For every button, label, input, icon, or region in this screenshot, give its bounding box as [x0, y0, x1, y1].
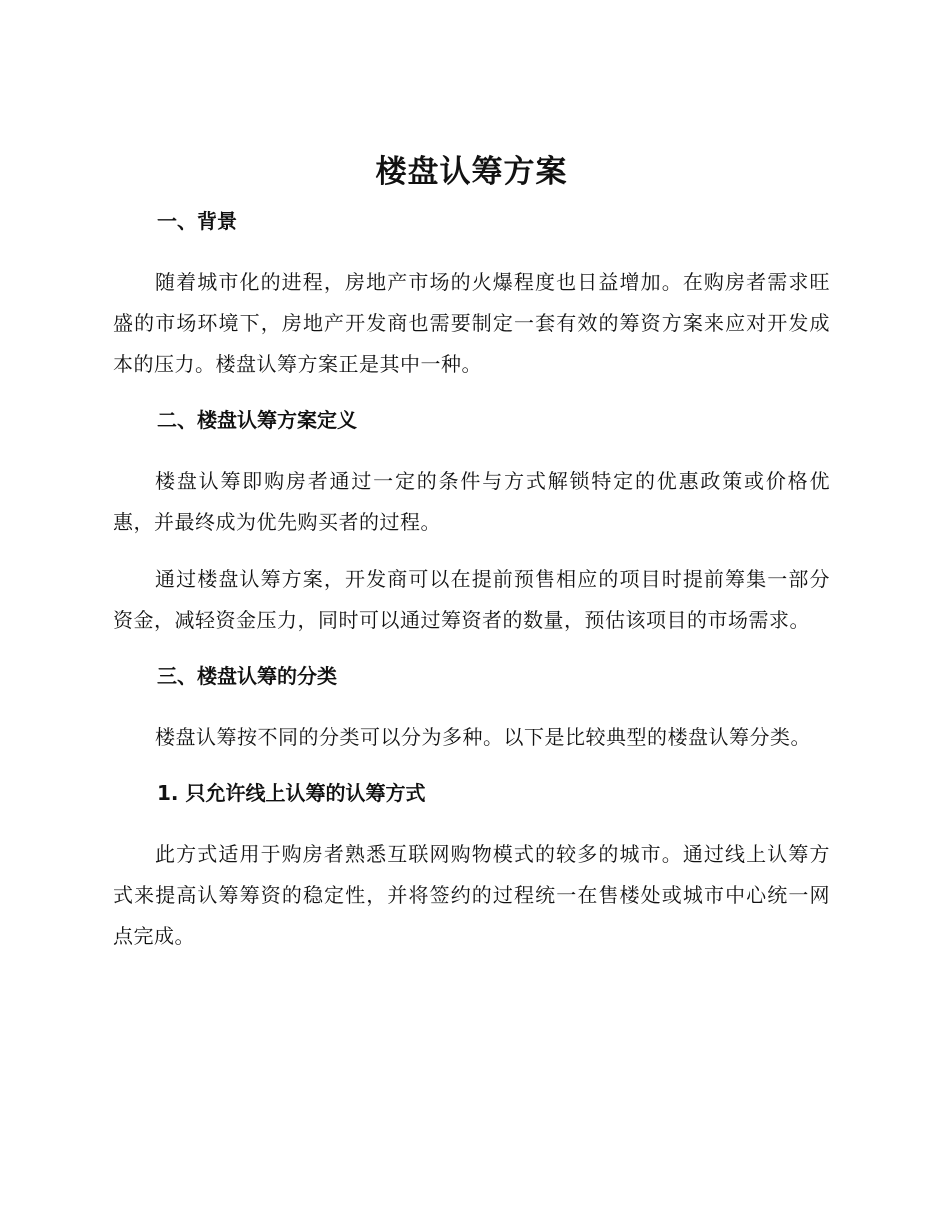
section-heading-definition: 二、楼盘认筹方案定义	[157, 408, 357, 432]
section-paragraph: 楼盘认筹按不同的分类可以分为多种。以下是比较典型的楼盘认筹分类。	[155, 725, 811, 749]
subsection-heading-online-only: 1. 只允许线上认筹的认筹方式	[157, 781, 426, 805]
section-heading-background: 一、背景	[157, 209, 237, 233]
section-paragraph: 通过楼盘认筹方案，开发商可以在提前预售相应的项目时提前筹集一部分资金，减轻资金压力，同时可以通过筹资者的数量，预估该项目的市场需求。	[113, 567, 830, 632]
document-title: 楼盘认筹方案	[375, 154, 568, 190]
section-paragraph: 此方式适用于购房者熟悉互联网购物模式的较多的城市。通过线上认筹方式来提高认筹筹资的稳定性，并将签约的过程统一在售楼处或城市中心统一网点完成。	[113, 842, 830, 948]
section-paragraph: 随着城市化的进程，房地产市场的火爆程度也日益增加。在购房者需求旺盛的市场环境下，房地产开发商也需要制定一套有效的筹资方案来应对开发成本的压力。楼盘认筹方案正是其中一种。	[113, 270, 830, 376]
section-heading-classification: 三、楼盘认筹的分类	[157, 664, 337, 688]
document-body	[113, 150, 830, 957]
section-paragraph: 楼盘认筹即购房者通过一定的条件与方式解锁特定的优惠政策或价格优惠，并最终成为优先购买者的过程。	[113, 469, 830, 534]
